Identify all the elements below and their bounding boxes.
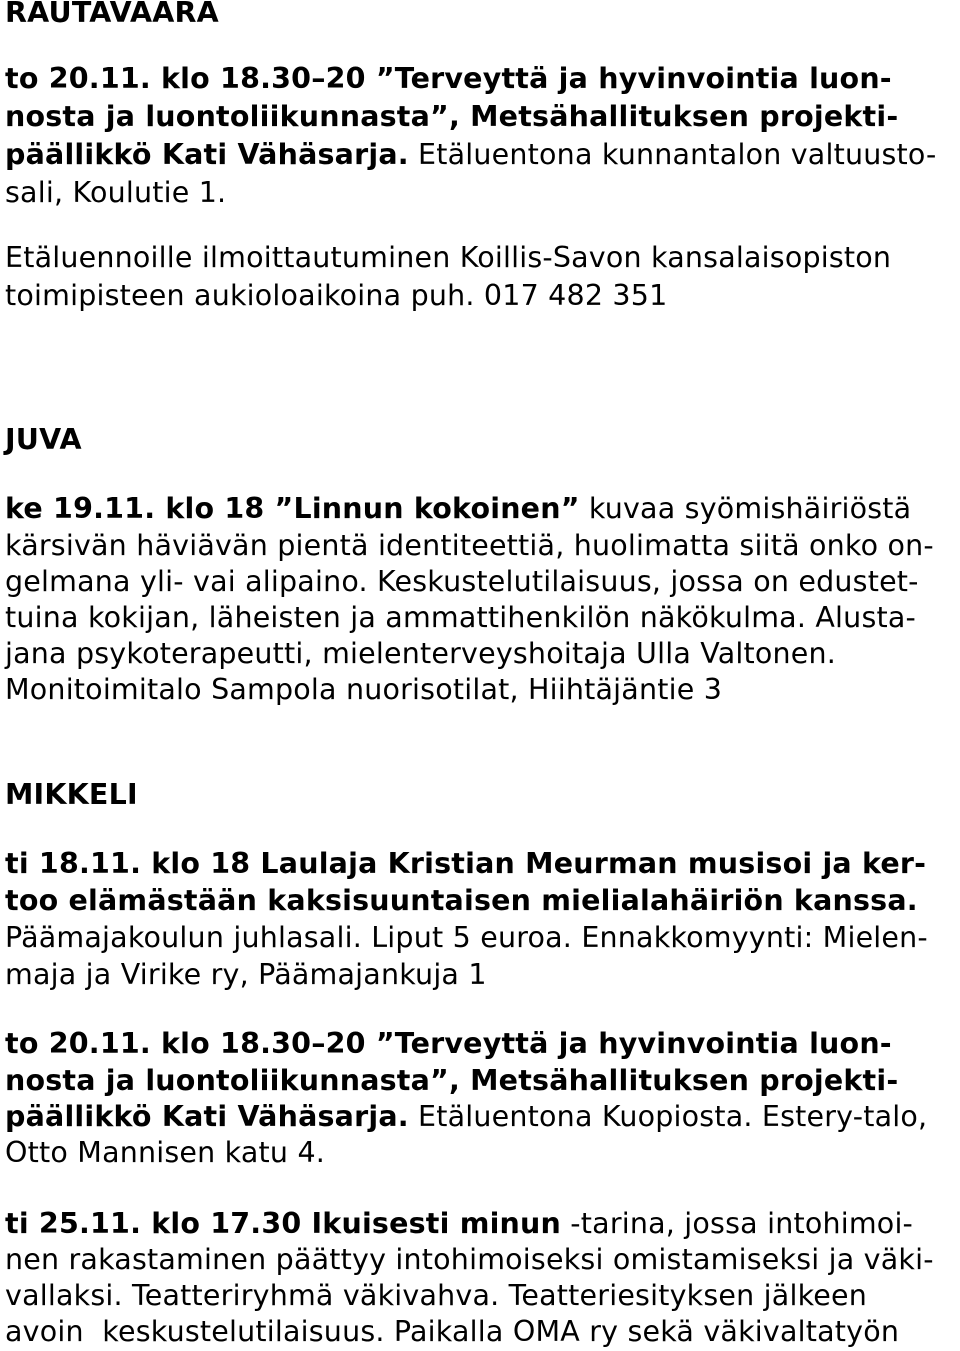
section-heading-mikkeli: MIKKELI: [5, 778, 138, 811]
event-line: nosta ja luontoliikunnasta”, Metsähallituksen projekti-: [5, 1064, 899, 1097]
event-line: Monitoimitalo Sampola nuorisotilat, Hiihtäjäntie 3: [5, 673, 723, 706]
info-line: Etäluennoille ilmoittautuminen Koillis-Savon kansalaisopiston: [5, 241, 892, 274]
event-line: vallaksi. Teatteriryhmä väkivahva. Teatteriesityksen jälkeen: [5, 1279, 867, 1312]
event-line: ti 25.11. klo 17.30 Ikuisesti minun -tarina, jossa intohimoi-: [5, 1207, 914, 1240]
event-line: kärsivän häviävän pientä identiteettiä, huolimatta siitä onko on-: [5, 529, 934, 562]
info-line: toimipisteen aukioloaikoina puh. 017 482 351: [5, 279, 668, 312]
section-heading-rautavaara: RAUTAVAARA: [5, 0, 219, 29]
event-line: Otto Mannisen katu 4.: [5, 1136, 326, 1169]
event-line: ke 19.11. klo 18 ”Linnun kokoinen” kuvaa syömishäiriöstä: [5, 492, 912, 525]
section-heading-juva: JUVA: [5, 423, 82, 456]
event-line: sali, Koulutie 1.: [5, 176, 227, 209]
event-line: to 20.11. klo 18.30–20 ”Terveyttä ja hyvinvointia luon-: [5, 1027, 892, 1060]
event-line: too elämästään kaksisuuntaisen mielialahäiriön kanssa.: [5, 884, 918, 917]
event-line: tuina kokijan, läheisten ja ammattihenkilön näkökulma. Alusta-: [5, 601, 917, 634]
event-line: ti 18.11. klo 18 Laulaja Kristian Meurman musisoi ja ker-: [5, 847, 927, 880]
event-line: jana psykoterapeutti, mielenterveyshoitaja Ulla Valtonen.: [5, 637, 837, 670]
event-line: nen rakastaminen päättyy intohimoiseksi omistamiseksi ja väki-: [5, 1243, 934, 1276]
event-line: to 20.11. klo 18.30–20 ”Terveyttä ja hyvinvointia luon-: [5, 62, 892, 95]
event-line: Päämajakoulun juhlasali. Liput 5 euroa. Ennakkomyynti: Mielen-: [5, 921, 928, 954]
event-line: maja ja Virike ry, Päämajankuja 1: [5, 958, 487, 991]
event-line: päällikkö Kati Vähäsarja. Etäluentona Kuopiosta. Estery-talo,: [5, 1100, 928, 1133]
event-line: avoin keskustelutilaisuus. Paikalla OMA ry sekä väkivaltatyön: [5, 1315, 900, 1348]
event-line: nosta ja luontoliikunnasta”, Metsähallituksen projekti-: [5, 100, 899, 133]
event-line: gelmana yli- vai alipaino. Keskustelutilaisuus, jossa on edustet-: [5, 565, 919, 598]
event-line: päällikkö Kati Vähäsarja. Etäluentona kunnantalon valtuusto-: [5, 138, 937, 171]
